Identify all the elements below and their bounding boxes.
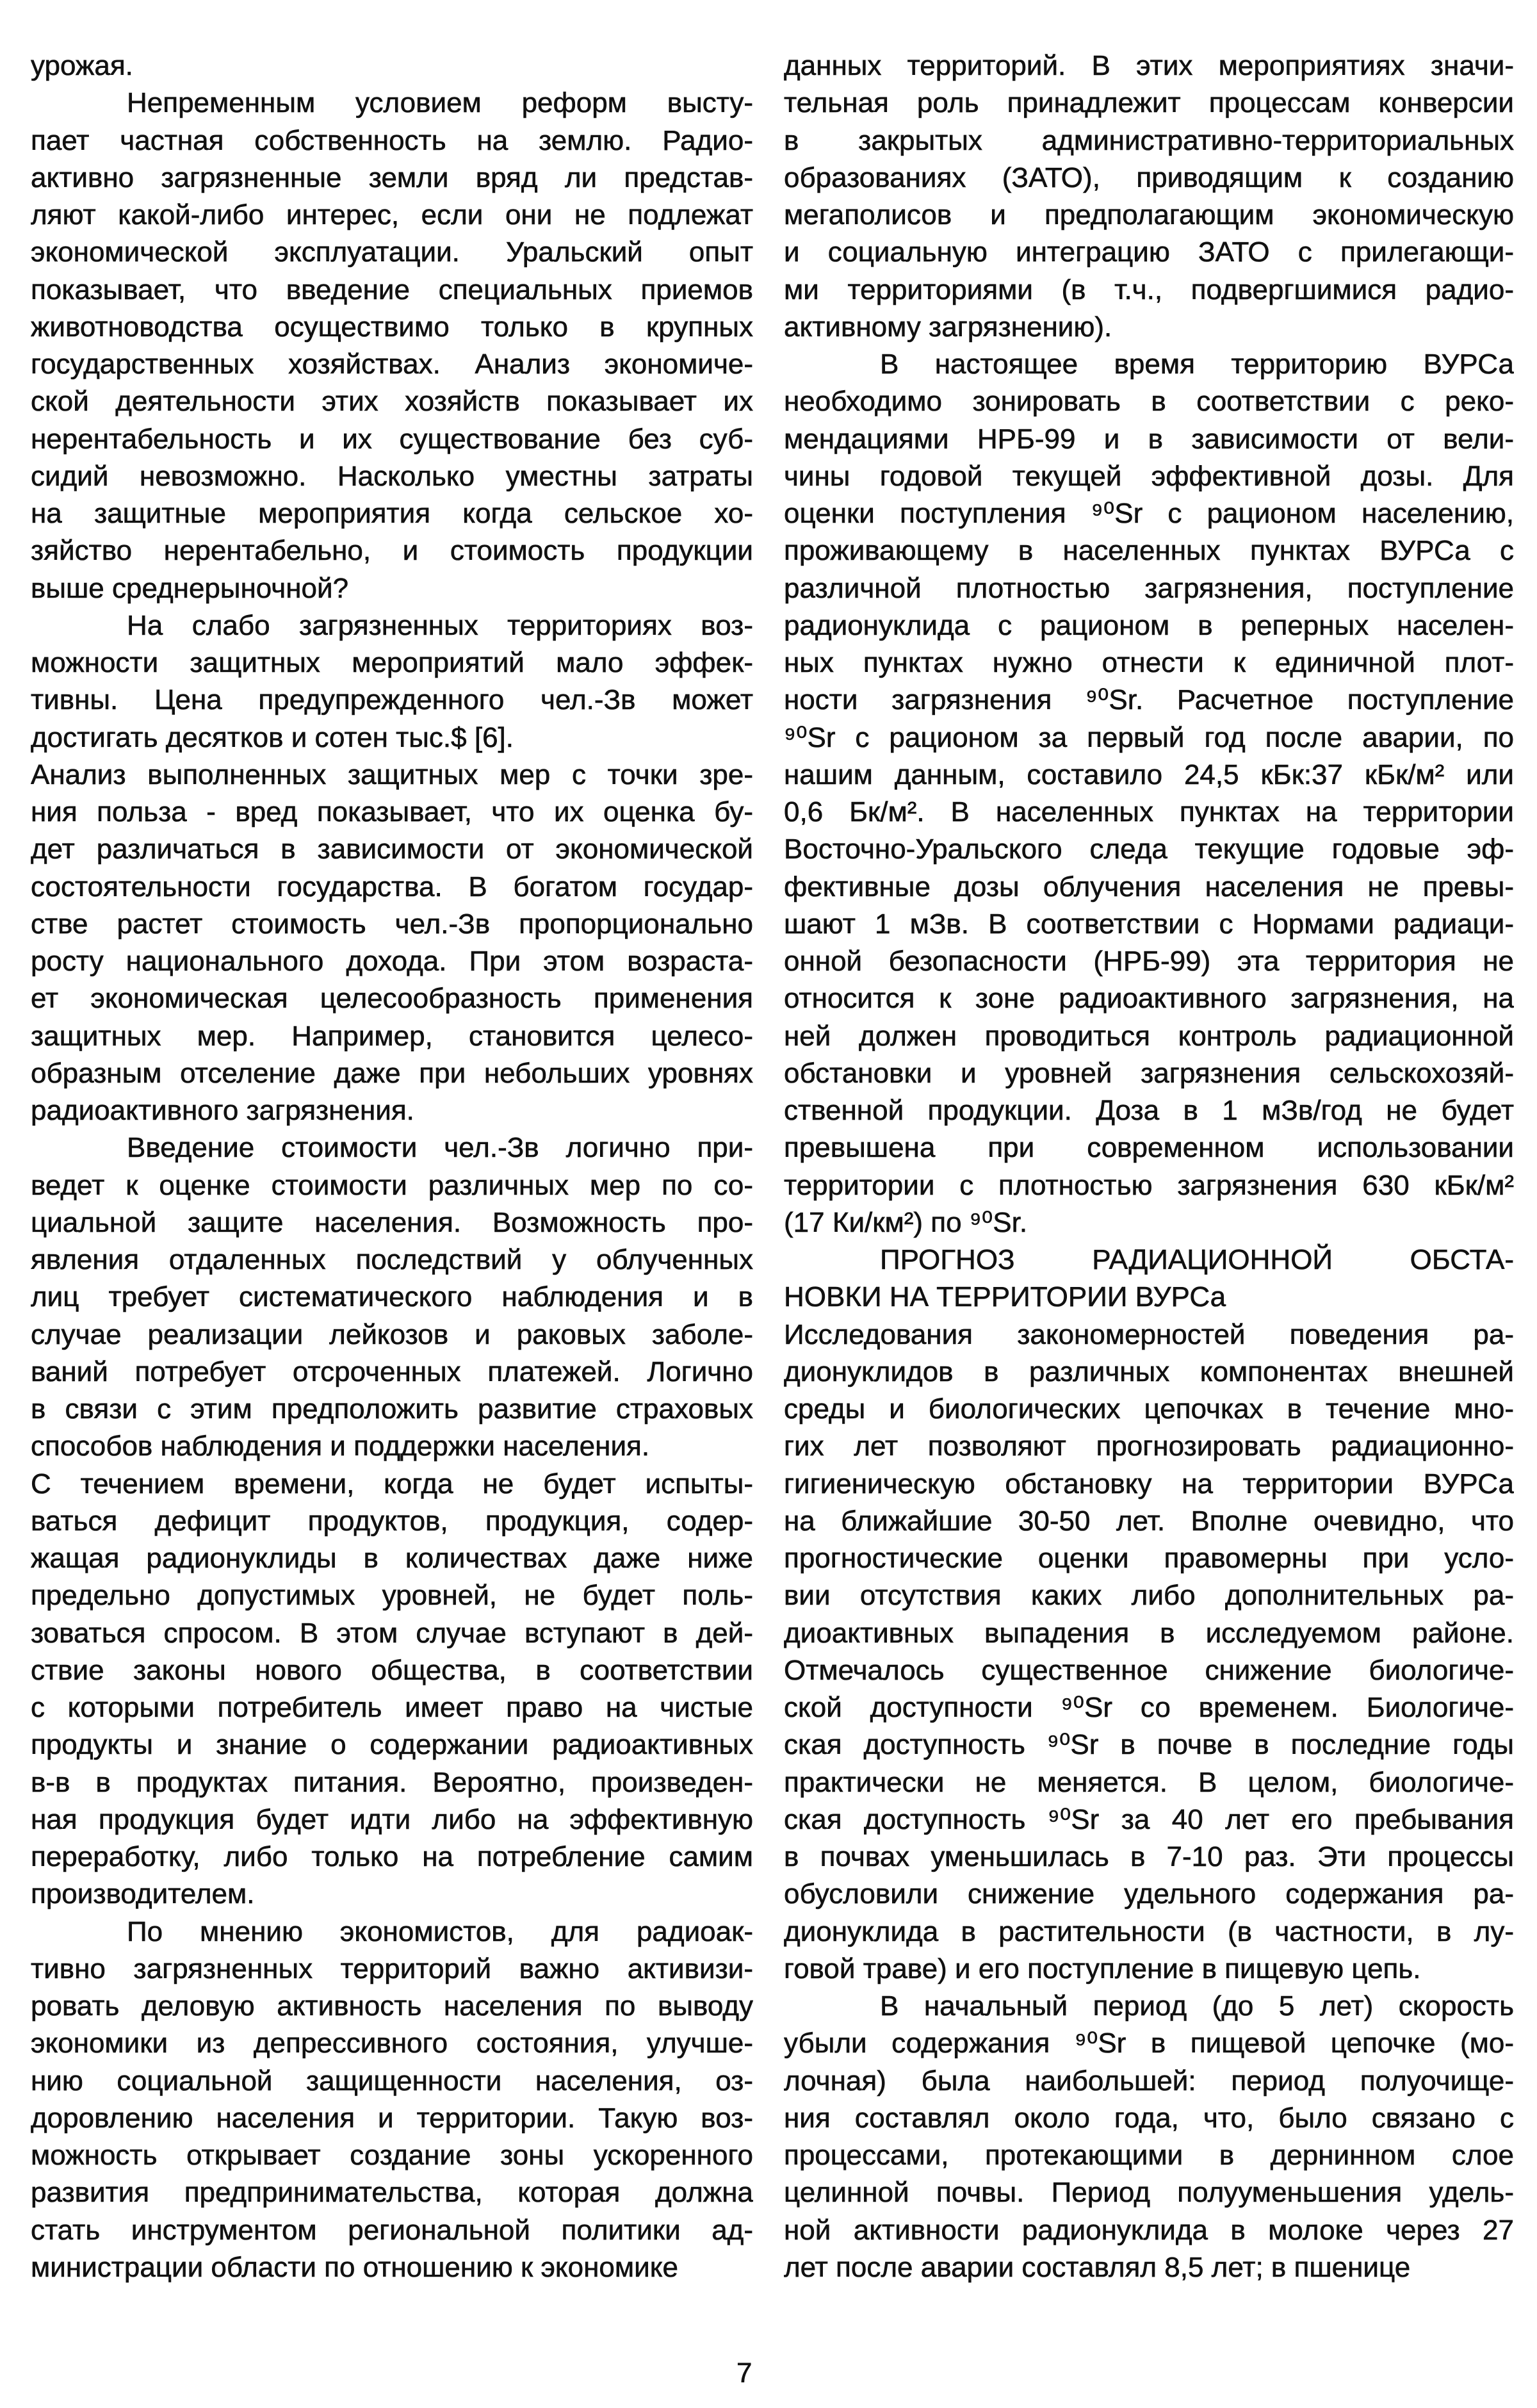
- text-line: с которыми потребитель имеет право на чистые: [31, 1692, 753, 1723]
- page-number: 7: [736, 2357, 752, 2389]
- text-line: ровать деловую активность населения по выводу: [31, 1990, 753, 2022]
- text-line: образованиях (ЗАТО), приводящим к созданию: [784, 161, 1514, 193]
- text-line: ⁹⁰Sr с рационом за первый год после аварии, по: [784, 721, 1514, 753]
- text-line: данных территорий. В этих мероприятиях значи-: [784, 50, 1514, 81]
- text-line: образным отселение даже при небольших уровнях: [31, 1057, 753, 1089]
- text-line: НОВКИ НА ТЕРРИТОРИИ ВУРСа: [784, 1281, 1226, 1313]
- text-line: производителем.: [31, 1878, 255, 1910]
- text-line: нию социальной защищенности населения, оз-: [31, 2065, 753, 2097]
- text-line: стать инструментом региональной политики ад-: [31, 2214, 753, 2246]
- text-line: вии отсутствия каких либо дополнительных ра-: [784, 1580, 1514, 1612]
- right-text-column: [784, 47, 1514, 2286]
- text-line: животноводства осуществимо только в крупных: [31, 311, 753, 343]
- text-line: переработку, либо только на потребление самим: [31, 1841, 753, 1872]
- text-line: онной безопасности (НРБ-99) эта территория не: [784, 946, 1514, 977]
- paragraph: [784, 1241, 1514, 1316]
- text-line: Восточно-Уральского следа текущие годовые эф-: [784, 833, 1514, 865]
- text-line: лет после аварии составлял 8,5 лет; в пшенице: [784, 2251, 1411, 2283]
- paragraph: [784, 47, 1514, 346]
- text-line: предельно допустимых уровней, не будет поль-: [31, 1580, 753, 1612]
- text-line: проживающему в населенных пунктах ВУРСа с: [784, 535, 1514, 567]
- text-line: Исследования закономерностей поведения ра-: [784, 1318, 1514, 1350]
- left-text-column: [31, 47, 753, 2286]
- text-line: достигать десятков и сотен тыс.$ [6].: [31, 721, 514, 753]
- text-line: радионуклида с рационом в реперных населен-: [784, 609, 1514, 641]
- text-line: ми территориями (в т.ч., подвергшимися радио-: [784, 274, 1514, 306]
- text-line: защитных мер. Например, становится целесо-: [31, 1020, 753, 1052]
- paragraph: [31, 1466, 753, 1913]
- text-line: ской доступности ⁹⁰Sr со временем. Биологиче-: [784, 1692, 1514, 1723]
- text-line: шают 1 мЗв. В соответствии с Нормами радиаци-: [784, 908, 1514, 940]
- text-line: прогностические оценки правомерны при усло-: [784, 1543, 1514, 1574]
- text-line: обстановки и уровней загрязнения сельскохозяй-: [784, 1057, 1514, 1089]
- text-line: фективные дозы облучения населения не превы-: [784, 871, 1514, 903]
- text-line: жащая радионуклиды в количествах даже ниже: [31, 1543, 753, 1574]
- text-line: Введение стоимости чел.-Зв логично при-: [127, 1132, 753, 1164]
- text-line: диоактивных выпадения в исследуемом районе.: [784, 1617, 1514, 1649]
- text-line: ствие законы нового общества, в соответствии: [31, 1654, 753, 1686]
- text-line: ния составлял около года, что, было связано с: [784, 2102, 1514, 2134]
- text-line: На слабо загрязненных территориях воз-: [127, 609, 753, 641]
- paragraph: [784, 1316, 1514, 1988]
- text-line: оценки поступления ⁹⁰Sr с рационом населению,: [784, 498, 1514, 529]
- text-line: пает частная собственность на землю. Радио-: [31, 124, 753, 156]
- text-line: лочная) была наибольшей: период полуочище-: [784, 2065, 1514, 2097]
- text-line: По мнению экономистов, для радиоак-: [127, 1915, 753, 1947]
- text-line: в почвах уменьшилась в 7-10 раз. Эти процессы: [784, 1841, 1514, 1872]
- text-line: состоятельности государства. В богатом государ-: [31, 871, 753, 903]
- text-line: среды и биологических цепочках в течение мно-: [784, 1393, 1514, 1425]
- text-line: способов наблюдения и поддержки населения.: [31, 1430, 650, 1462]
- paragraph: [31, 757, 753, 1130]
- text-line: мегаполисов и предполагающим экономическую: [784, 199, 1514, 231]
- text-line: показывает, что введение специальных приемов: [31, 274, 753, 306]
- text-line: активно загрязненные земли вряд ли представ-: [31, 161, 753, 193]
- text-line: можности защитных мероприятий мало эффек-: [31, 647, 753, 678]
- text-line: практически не меняется. В целом, биологиче-: [784, 1766, 1514, 1798]
- text-line: зоваться спросом. В этом случае вступают в дей-: [31, 1617, 753, 1649]
- text-line: стве растет стоимость чел.-Зв пропорционально: [31, 908, 753, 940]
- text-line: на ближайшие 30-50 лет. Вполне очевидно, что: [784, 1505, 1514, 1537]
- text-line: 0,6 Бк/м². В населенных пунктах на территории: [784, 796, 1514, 828]
- text-line: в закрытых административно-территориальных: [784, 124, 1514, 156]
- text-line: В настоящее время территорию ВУРСа: [880, 348, 1514, 380]
- text-line: на защитные мероприятия когда сельское хо-: [31, 498, 753, 529]
- paragraph: [784, 1988, 1514, 2286]
- text-line: зяйство нерентабельно, и стоимость продукции: [31, 535, 753, 567]
- text-line: ская доступность ⁹⁰Sr в почве в последние годы: [784, 1729, 1514, 1761]
- text-line: ет экономическая целесообразность применения: [31, 983, 753, 1015]
- text-line: можность открывает создание зоны ускоренного: [31, 2140, 753, 2171]
- text-line: нерентабельность и их существование без суб-: [31, 423, 753, 455]
- text-line: тельная роль принадлежит процессам конверсии: [784, 87, 1514, 119]
- text-line: и социальную интеграцию ЗАТО с прилегающи-: [784, 236, 1514, 268]
- text-line: В начальный период (до 5 лет) скорость: [880, 1990, 1514, 2022]
- text-line: тивно загрязненных территорий важно активизи-: [31, 1953, 753, 1985]
- text-line: относится к зоне радиоактивного загрязнения, на: [784, 983, 1514, 1015]
- text-line: Непременным условием реформ высту-: [127, 87, 753, 119]
- text-line: С течением времени, когда не будет испыты-: [31, 1468, 753, 1500]
- text-line: циальной защите населения. Возможность про-: [31, 1206, 753, 1238]
- text-line: ваться дефицит продуктов, продукция, содер-: [31, 1505, 753, 1537]
- text-line: ственной продукции. Доза в 1 мЗв/год не будет: [784, 1095, 1514, 1126]
- text-line: ляют какой-либо интерес, если они не подлежат: [31, 199, 753, 231]
- text-line: продукты и знание о содержании радиоактивных: [31, 1729, 753, 1761]
- text-line: явления отдаленных последствий у облученных: [31, 1244, 753, 1275]
- paragraph: [31, 85, 753, 607]
- text-line: ская доступность ⁹⁰Sr за 40 лет его пребывания: [784, 1803, 1514, 1835]
- text-line: развития предпринимательства, которая должна: [31, 2177, 753, 2209]
- paragraph: [31, 1913, 753, 2287]
- text-line: убыли содержания ⁹⁰Sr в пищевой цепочке (мо-: [784, 2027, 1514, 2060]
- text-line: ской деятельности этих хозяйств показывает их: [31, 386, 753, 418]
- text-line: обусловили снижение удельного содержания ра-: [784, 1878, 1514, 1910]
- text-line: мендациями НРБ-99 и в зависимости от вели-: [784, 423, 1514, 455]
- text-line: нашим данным, составило 24,5 кБк:37 кБк/м² или: [784, 758, 1514, 790]
- text-line: чины годовой текущей эффективной дозы. Для: [784, 460, 1514, 492]
- text-line: выше среднерыночной?: [31, 572, 349, 604]
- text-line: ная продукция будет идти либо на эффективную: [31, 1803, 753, 1835]
- text-line: дет различаться в зависимости от экономической: [31, 833, 753, 865]
- paragraph: [784, 346, 1514, 1241]
- text-line: Анализ выполненных защитных мер с точки зре-: [31, 758, 753, 790]
- text-line: лиц требует систематического наблюдения и в: [31, 1281, 753, 1313]
- text-line: дионуклида в растительности (в частности, в лу-: [784, 1915, 1514, 1947]
- text-line: доровлению населения и территории. Такую воз-: [31, 2102, 753, 2134]
- text-line: территории с плотностью загрязнения 630 кБк/м²: [784, 1169, 1514, 1201]
- text-line: ния польза - вред показывает, что их оценка бу-: [31, 796, 753, 828]
- text-line: активному загрязнению).: [784, 311, 1112, 343]
- text-line: (17 Ки/км²) по ⁹⁰Sr.: [784, 1206, 1028, 1238]
- text-line: различной плотностью загрязнения, поступление: [784, 572, 1514, 604]
- text-line: ных пунктах нужно отнести к единичной плот-: [784, 647, 1514, 678]
- text-line: случае реализации лейкозов и раковых заболе-: [31, 1318, 753, 1350]
- text-line: в-в в продуктах питания. Вероятно, произведен-: [31, 1766, 753, 1798]
- text-line: ности загрязнения ⁹⁰Sr. Расчетное поступление: [784, 684, 1514, 716]
- text-line: экономики из депрессивного состояния, улучше-: [31, 2027, 753, 2060]
- text-line: дионуклидов в различных компонентах внешней: [784, 1356, 1514, 1388]
- text-line: сидий невозможно. Насколько уместны затраты: [31, 460, 753, 492]
- text-line: говой траве) и его поступление в пищевую цепь.: [784, 1953, 1421, 1985]
- paragraph: [31, 607, 753, 757]
- text-line: гигиеническую обстановку на территории ВУРСа: [784, 1468, 1514, 1500]
- text-line: государственных хозяйствах. Анализ экономиче-: [31, 348, 753, 380]
- text-line: ведет к оценке стоимости различных мер по со-: [31, 1169, 753, 1201]
- paragraph: [31, 47, 753, 85]
- text-line: необходимо зонировать в соответствии с реко-: [784, 386, 1514, 418]
- text-line: ней должен проводиться контроль радиационной: [784, 1020, 1514, 1052]
- text-line: гих лет позволяют прогнозировать радиационно-: [784, 1430, 1514, 1462]
- text-line: экономической эксплуатации. Уральский опыт: [31, 236, 753, 268]
- text-line: целинной почвы. Период полууменьшения удель-: [784, 2177, 1514, 2209]
- text-line: ПРОГНОЗ РАДИАЦИОННОЙ ОБСТА-: [880, 1244, 1514, 1275]
- text-line: урожая.: [31, 50, 133, 81]
- text-line: росту национального дохода. При этом возраста-: [31, 946, 753, 977]
- text-line: процессами, протекающими в дернинном слое: [784, 2140, 1514, 2171]
- text-line: Отмечалось существенное снижение биологиче-: [784, 1654, 1514, 1686]
- text-line: министрации области по отношению к экономике: [31, 2251, 678, 2283]
- text-line: ваний потребует отсроченных платежей. Логично: [31, 1356, 753, 1388]
- text-line: радиоактивного загрязнения.: [31, 1095, 414, 1126]
- text-line: тивны. Цена предупрежденного чел.-Зв может: [31, 684, 753, 716]
- text-line: ной активности радионуклида в молоке через 27: [784, 2214, 1514, 2246]
- text-line: в связи с этим предположить развитие страховых: [31, 1393, 753, 1425]
- paragraph: [31, 1129, 753, 1465]
- text-line: превышена при современном использовании: [784, 1132, 1514, 1164]
